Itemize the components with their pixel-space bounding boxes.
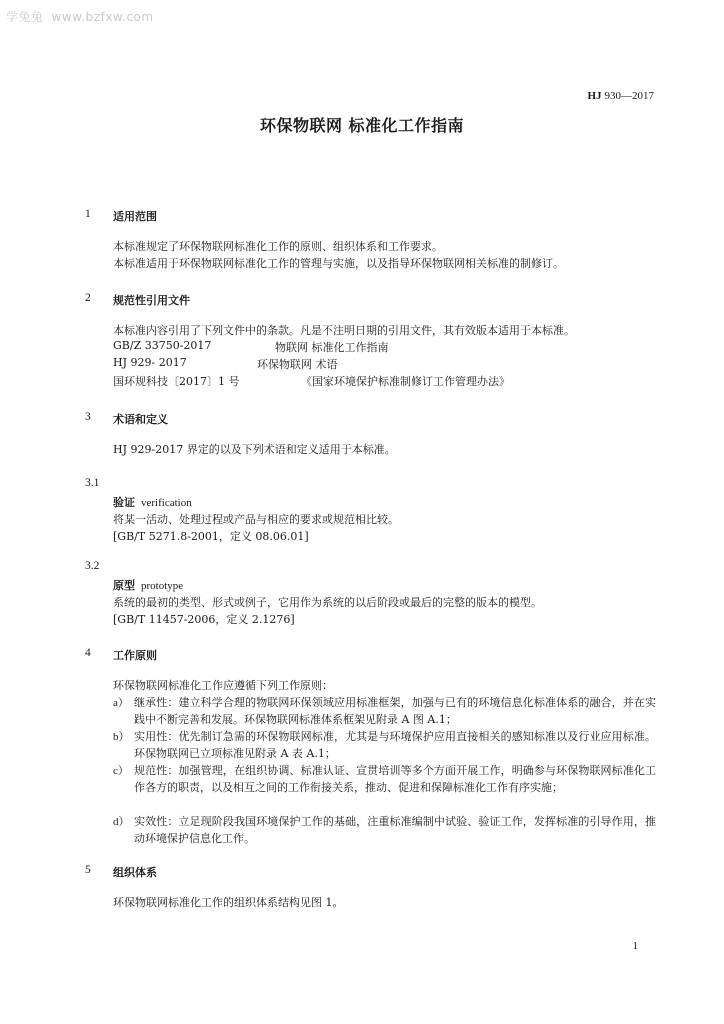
section-3-number: 3 <box>85 411 91 423</box>
principle-a-label: a） <box>113 697 129 709</box>
principle-c-label: c） <box>113 765 129 777</box>
term-2-title <box>113 577 183 593</box>
section-5-intro: 环保物联网标准化工作的组织体系结构见图 1。 <box>113 896 344 909</box>
term-2-definition: 系统的最初的类型、形式或例子，它用作为系统的以后阶段或最后的完整的版本的模型。 <box>113 596 542 609</box>
document-title: 环保物联网 标准化工作指南 <box>259 116 465 135</box>
term-2-source: [GB/T 11457-2006，定义 2.1276] <box>113 613 295 626</box>
document-id-prefix: HJ <box>587 90 602 102</box>
section-4-intro: 环保物联网标准化工作应遵循下列工作原则： <box>113 679 333 692</box>
term-2-number: 3.2 <box>85 560 100 572</box>
section-1-line-1: 本标准规定了环保物联网标准化工作的原则、组织体系和工作要求。 <box>113 240 443 253</box>
section-5-number: 5 <box>85 864 91 876</box>
watermark <box>6 8 154 25</box>
principle-b-label: b） <box>113 731 130 743</box>
principle-d-text: 实效性：立足现阶段我国环境保护工作的基础，注重标准编制中试验、验证工作，发挥标准的引导作用，推动环境保护信息化工作。 <box>134 815 656 846</box>
principle-a-text: 继承性：建立科学合理的物联网环保领域应用标准框架，加强与已有的环境信息化标准体系的融合，并在实践中不断完善和发展。环保物联网标准体系框架见附录 A 图 A.1； <box>134 696 656 727</box>
section-2-heading: 规范性引用文件 <box>113 294 190 307</box>
reference-name-2: 环保物联网 术语 <box>257 358 338 371</box>
term-1-number: 3.1 <box>85 477 100 489</box>
term-2-en: prototype <box>141 580 184 592</box>
principle-b-text: 实用性：优先制订急需的环保物联网标准，尤其是与环境保护应用直接相关的感知标准以及行业应用标准。环保物联网已立项标准见附录 A 表 A.1； <box>134 730 656 761</box>
section-1-line-2: 本标准适用于环保物联网标准化工作的管理与实施，以及指导环保物联网相关标准的制修订。 <box>113 257 564 270</box>
term-1-en: verification <box>141 497 192 509</box>
reference-name-1: 物联网 标准化工作指南 <box>275 341 389 354</box>
reference-code-2: HJ 929- 2017 <box>113 356 187 369</box>
term-1-definition: 将某一活动、处理过程或产品与相应的要求或规范相比较。 <box>113 513 399 526</box>
section-2-intro: 本标准内容引用了下列文件中的条款。凡是不注明日期的引用文件，其有效版本适用于本标准。 <box>113 324 575 337</box>
term-1-title <box>113 494 192 510</box>
watermark-brand: 学兔兔 <box>6 10 44 24</box>
document-id <box>587 90 654 102</box>
section-2-number: 2 <box>85 292 91 304</box>
section-5-heading: 组织体系 <box>113 866 157 879</box>
term-1-source: [GB/T 5271.8-2001，定义 08.06.01] <box>113 530 309 543</box>
document-id-number: 930—2017 <box>604 90 654 102</box>
page-number: 1 <box>632 940 638 952</box>
section-3-intro: HJ 929-2017 界定的以及下列术语和定义适用于本标准。 <box>113 443 396 456</box>
section-4-heading: 工作原则 <box>113 649 157 662</box>
watermark-url: www.bzfxw.com <box>51 10 154 24</box>
term-1-zh: 验证 <box>113 496 135 509</box>
reference-code-3: 国环规科技〔2017〕1 号 <box>113 375 240 388</box>
section-3-heading: 术语和定义 <box>113 413 168 426</box>
section-1-number: 1 <box>85 208 91 220</box>
term-2-zh: 原型 <box>113 579 135 592</box>
principle-d-label: d） <box>113 816 130 828</box>
reference-name-3: 《国家环境保护标准制修订工作管理办法》 <box>301 375 510 388</box>
section-1-heading: 适用范围 <box>113 210 157 223</box>
principle-c-text: 规范性：加强管理，在组织协调、标准认证、宣贯培训等多个方面开展工作，明确参与环保物联网标准化工作各方的职责，以及相互之间的工作衔接关系，推动、促进和保障标准化工作有序实施； <box>134 764 656 795</box>
reference-code-1: GB/Z 33750-2017 <box>113 339 212 352</box>
section-4-number: 4 <box>85 647 91 659</box>
